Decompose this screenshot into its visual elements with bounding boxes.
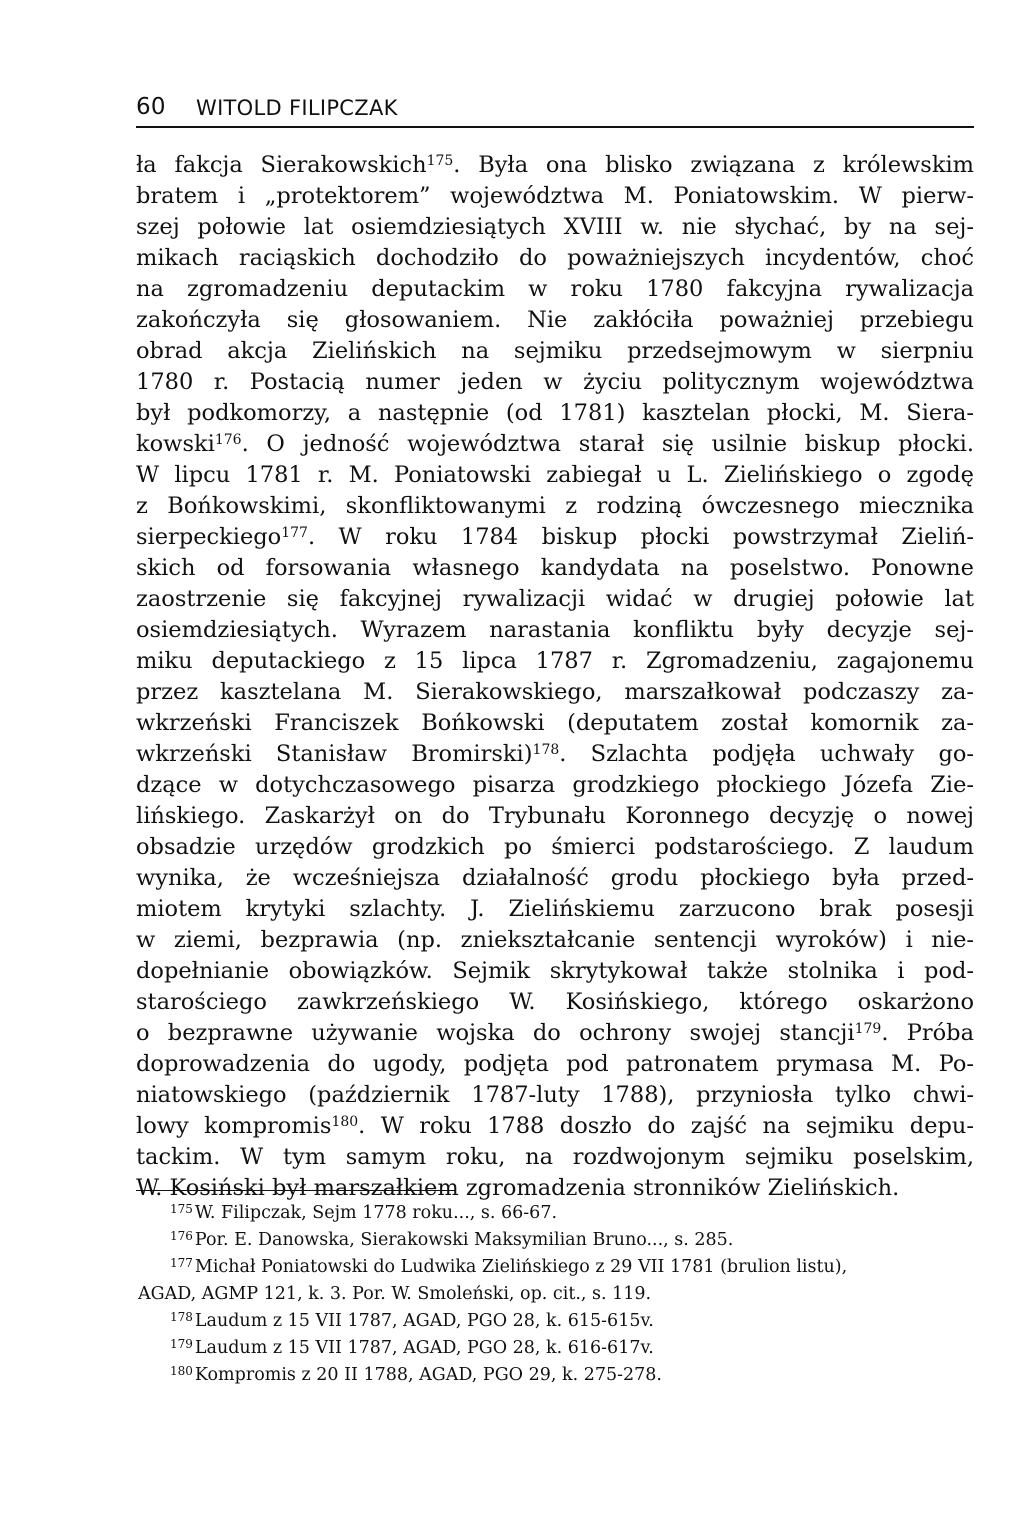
footnote xyxy=(136,1227,974,1254)
text-segment: dopełnianie obowiązków. Sejmik skrytykował także stolnika i pod- xyxy=(136,958,974,984)
text-segment: sierpeckiego xyxy=(136,524,282,550)
footnote xyxy=(136,1308,974,1335)
text-segment: obrad akcja Zielińskich na sejmiku przedsejmowym w sierpniu xyxy=(136,338,974,364)
footnote-text: Laudum z 15 VII 1787, AGAD, PGO 28, k. 616-617v. xyxy=(194,1338,654,1358)
footnote-text: Laudum z 15 VII 1787, AGAD, PGO 28, k. 615-615v. xyxy=(194,1311,654,1331)
text-line xyxy=(136,708,974,739)
footnote-separator xyxy=(136,1190,456,1191)
footnote-text: W. Filipczak, Sejm 1778 roku..., s. 66-67. xyxy=(194,1203,558,1223)
text-line xyxy=(136,956,974,987)
text-segment: mikach raciąskich dochodziło do poważniejszych incydentów, choć xyxy=(136,245,974,271)
text-segment: W lipcu 1781 r. M. Poniatowski zabiegał u L. Zielińskiego o zgodę xyxy=(136,462,974,488)
text-segment: na zgromadzeniu deputackim w roku 1780 fakcyjna rywalizacja xyxy=(136,276,974,302)
footnote xyxy=(136,1335,974,1362)
text-segment: miotem krytyki szlachty. J. Zielińskiemu zarzucono brak posesji xyxy=(136,896,974,922)
text-line xyxy=(136,1111,974,1142)
footnotes xyxy=(136,1200,974,1389)
text-segment: bratem i „protektorem” województwa M. Poniatowskim. W pierw- xyxy=(136,183,974,209)
text-line xyxy=(136,305,974,336)
text-line xyxy=(136,429,974,460)
page-number: 60 xyxy=(136,94,166,120)
text-segment: . Próba xyxy=(881,1020,974,1046)
text-segment: . W roku 1788 doszło do zajść na sejmiku depu- xyxy=(358,1113,975,1139)
text-line xyxy=(136,615,974,646)
text-line xyxy=(136,646,974,677)
footnote-reference[interactable]: 179 xyxy=(854,1021,882,1037)
text-segment: lowy kompromis xyxy=(136,1113,332,1139)
footnote-number: 180 xyxy=(170,1364,193,1378)
text-segment: 1780 r. Postacią numer jeden w życiu politycznym województwa xyxy=(136,369,974,395)
text-segment: osiemdziesiątych. Wyrazem narastania konfliktu były decyzje sej- xyxy=(136,617,974,643)
text-line xyxy=(136,274,974,305)
text-line xyxy=(136,925,974,956)
text-segment: . Była ona blisko związana z królewskim xyxy=(453,152,974,178)
text-line xyxy=(136,491,974,522)
text-segment: wynika, że wcześniejsza działalność grodu płockiego była przed- xyxy=(136,865,974,891)
text-segment: W. Kosiński był marszałkiem zgromadzenia stronników Zielińskich. xyxy=(136,1175,900,1201)
text-segment: szej połowie lat osiemdziesiątych XVIII w. nie słychać, by na sej- xyxy=(136,214,974,240)
text-segment: przez kasztelana M. Sierakowskiego, marszałkował podczaszy za- xyxy=(136,679,974,705)
text-line xyxy=(136,1142,974,1173)
footnote-text: Kompromis z 20 II 1788, AGAD, PGO 29, k. 275-278. xyxy=(194,1365,662,1385)
footnote-number: 175 xyxy=(170,1202,193,1216)
text-segment: obsadzie urzędów grodzkich po śmierci podstarościego. Z laudum xyxy=(136,834,974,860)
text-line xyxy=(136,1049,974,1080)
text-segment: o bezprawne używanie wojska do ochrony swojej stancji xyxy=(136,1020,855,1046)
text-line xyxy=(136,243,974,274)
text-line xyxy=(136,553,974,584)
text-segment: ła fakcja Sierakowskich xyxy=(136,152,427,178)
text-segment: skich od forsowania własnego kandydata na poselstwo. Ponowne xyxy=(136,555,974,581)
text-line xyxy=(136,1018,974,1049)
text-segment: doprowadzenia do ugody, podjęta pod patronatem prymasa M. Po- xyxy=(136,1051,974,1077)
running-head-author: WITOLD FILIPCZAK xyxy=(196,96,398,120)
footnote-reference[interactable]: 178 xyxy=(532,742,560,758)
text-segment: niatowskiego (październik 1787-luty 1788), przyniosła tylko chwi- xyxy=(136,1082,974,1108)
text-line xyxy=(136,801,974,832)
text-segment: zakończyła się głosowaniem. Nie zakłóciła poważniej przebiegu xyxy=(136,307,974,333)
text-line xyxy=(136,522,974,553)
text-line xyxy=(136,212,974,243)
text-line xyxy=(136,398,974,429)
footnote-number: 178 xyxy=(170,1310,193,1324)
text-segment: wkrzeński Stanisław Bromirski) xyxy=(136,741,533,767)
footnote-text: Michał Poniatowski do Ludwika Zielińskiego z 29 VII 1781 (brulion listu), xyxy=(194,1257,848,1277)
text-line xyxy=(136,894,974,925)
footnote-reference[interactable]: 176 xyxy=(214,432,242,448)
footnote-number: 176 xyxy=(170,1229,193,1243)
text-line xyxy=(136,336,974,367)
footnote-continuation xyxy=(136,1281,974,1308)
text-line xyxy=(136,367,974,398)
text-segment: dzące w dotychczasowego pisarza grodzkiego płockiego Józefa Zie- xyxy=(136,772,974,798)
footnote xyxy=(136,1200,974,1227)
footnote xyxy=(136,1362,974,1389)
text-line xyxy=(136,460,974,491)
text-segment: kowski xyxy=(136,431,215,457)
text-line xyxy=(136,770,974,801)
text-segment: w ziemi, bezprawia (np. zniekształcanie sentencji wyroków) i nie- xyxy=(136,927,974,953)
footnote-reference[interactable]: 175 xyxy=(426,153,454,169)
footnote-number: 179 xyxy=(170,1337,193,1351)
text-line xyxy=(136,584,974,615)
body-text xyxy=(136,150,974,1204)
text-line xyxy=(136,863,974,894)
text-segment: tackim. W tym samym roku, na rozdwojonym sejmiku poselskim, xyxy=(136,1144,974,1170)
text-segment: z Bońkowskimi, skonfliktowanymi z rodziną ówczesnego miecznika xyxy=(136,493,974,519)
footnote-reference[interactable]: 177 xyxy=(281,525,308,541)
text-segment: miku deputackiego z 15 lipca 1787 r. Zgromadzeniu, zagajonemu xyxy=(136,648,974,674)
text-line xyxy=(136,987,974,1018)
text-line xyxy=(136,150,974,181)
text-segment: wkrzeński Franciszek Bońkowski (deputatem został komornik za- xyxy=(136,710,974,736)
text-line xyxy=(136,181,974,212)
footnote xyxy=(136,1254,974,1281)
text-line xyxy=(136,677,974,708)
footnote-number: 177 xyxy=(170,1256,193,1270)
text-line xyxy=(136,832,974,863)
footnote-reference[interactable]: 180 xyxy=(331,1114,359,1130)
text-segment: . W roku 1784 biskup płocki powstrzymał Zieliń- xyxy=(307,524,974,550)
text-line xyxy=(136,1080,974,1111)
running-head xyxy=(136,94,974,128)
footnote-text: AGAD, AGMP 121, k. 3. Por. W. Smoleński, op. cit., s. 119. xyxy=(138,1284,652,1304)
text-segment: był podkomorzy, a następnie (od 1781) kasztelan płocki, M. Siera- xyxy=(136,400,974,426)
text-segment: . O jedność województwa starał się usilnie biskup płocki. xyxy=(241,431,974,457)
text-segment: lińskiego. Zaskarżył on do Trybunału Koronnego decyzję o nowej xyxy=(136,803,974,829)
footnote-text: Por. E. Danowska, Sierakowski Maksymilian Bruno..., s. 285. xyxy=(194,1230,734,1250)
text-segment: . Szlachta podjęła uchwały go- xyxy=(559,741,974,767)
text-segment: starościego zawkrzeńskiego W. Kosińskiego, którego oskarżono xyxy=(136,989,974,1015)
text-segment: zaostrzenie się fakcyjnej rywalizacji widać w drugiej połowie lat xyxy=(136,586,974,612)
text-line xyxy=(136,739,974,770)
